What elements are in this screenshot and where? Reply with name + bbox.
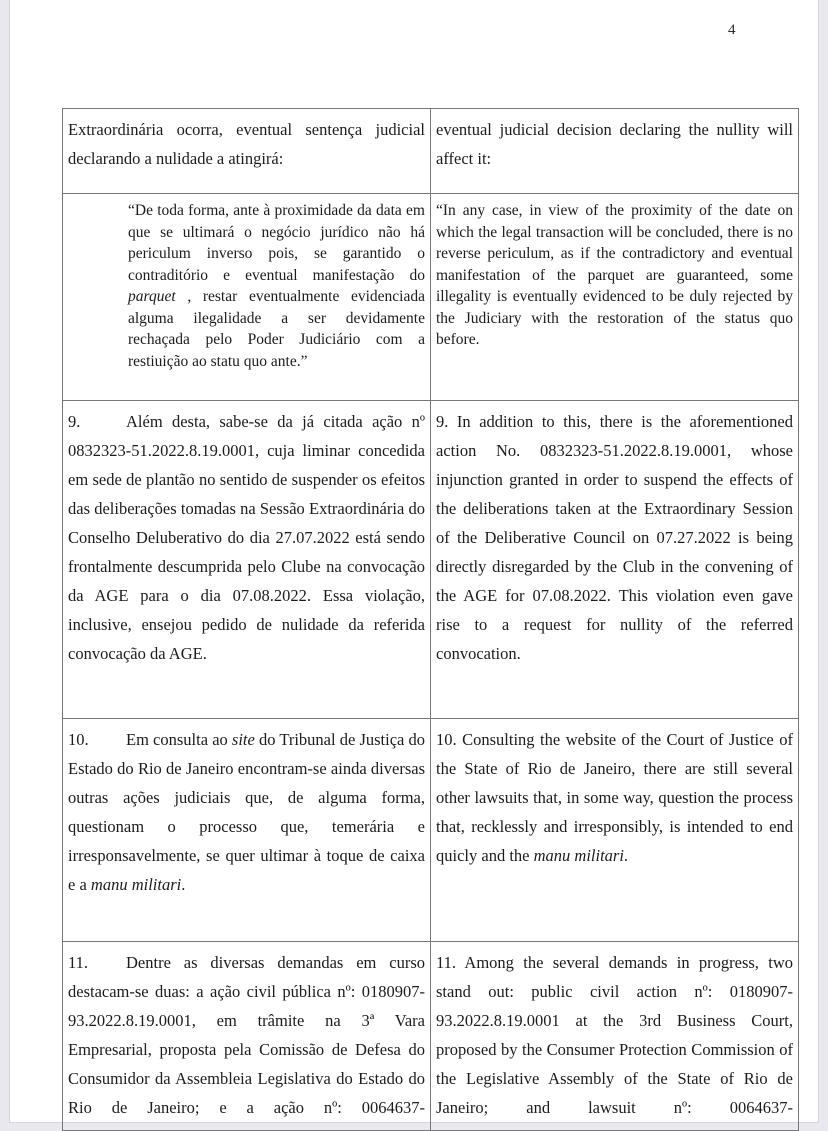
quote-pt-text: “De toda forma, ante à proximidade da data em que se ultimará o negócio jurídico não há periculum inverso pois, se garantido o contraditório e eventual manifestação do <box>128 202 425 284</box>
paragraph-10-pt <box>68 725 425 899</box>
blockquote-pt <box>128 200 425 372</box>
document-page <box>10 0 818 1122</box>
paragraph-10-en-text-2: . <box>623 846 629 865</box>
cell-quote-portuguese <box>63 194 431 401</box>
paragraph-11-pt <box>68 948 425 1122</box>
paragraph-10-en-text-1: 10. Consulting the website of the Court of Justice of the State of Rio de Janeiro, there are still several other lawsuits that, in some way, question the process that, recklessly and irresponsibly, is intended to end quicly and the <box>436 730 793 865</box>
paragraph-9-number: 9. <box>68 412 81 431</box>
blockquote-en: “In any case, in view of the proximity of the date on which the legal transaction will be concluded, there is no reverse periculum, as if the contradictory and eventual manifestation of the parquet are guaranteed, some illegality is eventually evidenced to be duly rejected by the Judiciary with the restoration of the status quo before. <box>436 202 793 348</box>
cell-p10-portuguese <box>63 719 431 942</box>
cell-quote-english <box>431 194 799 401</box>
page-number: 4 <box>728 22 736 38</box>
paragraph-10-pt-italic-manu-militari: manu militari <box>90 875 182 894</box>
paragraph-9-en: 9. In addition to this, there is the aforementioned action No. 0832323-51.2022.8.19.0001, whose injunction granted in order to suspend the effects of the deliberations taken at the Extraordinary Session of the Deliberative Council on 07.27.2022 is being directly disregarded by the Club in the convening of the AGE for 07.08.2022. This violation even gave rise to a request for nullity of the referred convocation. <box>436 412 793 663</box>
bilingual-translation-table <box>62 108 799 1131</box>
paragraph-10-pt-text-3: . <box>181 875 186 894</box>
quote-pt-text-end: , restar eventualmente evidenciada alguma ilegalidade a ser devidamente rechaçada pelo Poder Judiciário com a restiuição ao statu quo ante.” <box>128 288 425 370</box>
table-row-paragraph-11 <box>63 942 799 1131</box>
paragraph-11-pt-text: Dentre as diversas demandas em curso destacam-se duas: a ação civil pública nº: 0180907-93.2022.8.19.0001, em trâmite na 3ª Vara Empresarial, proposta pela Comissão de Defesa do Consumidor da Assembleia Legislativa do Estado do Rio de Janeiro; e a ação nº: 0064637- <box>68 953 425 1117</box>
paragraph-10-pt-text-1: Em consulta ao <box>126 730 232 749</box>
paragraph-10-number: 10. <box>68 730 89 749</box>
paragraph-10-pt-text-2: do Tribunal de Justiça do Estado do Rio de Janeiro encontram-se ainda diversas outras ações judiciais que, de alguma forma, questionam o processo que, temerária e irresponsavelmente, se quer ultimar à toque de caixa e a <box>68 730 425 894</box>
cell-p11-portuguese <box>63 942 431 1131</box>
paragraph-10-pt-italic-site: site <box>231 730 255 749</box>
cell-p9-english <box>431 401 799 719</box>
paragraph-11-number: 11. <box>68 953 89 972</box>
cell-p9-portuguese <box>63 401 431 719</box>
paragraph-11-en: 11. Among the several demands in progress, two stand out: public civil action nº: 0180907-93.2022.8.19.0001 at the 3rd Business Court, proposed by the Consumer Protection Commission of the Legislative Assembly of the State of Rio de Janeiro; and lawsuit nº: 0064637- <box>436 953 793 1117</box>
paragraph-9-pt-text: Além desta, sabe-se da já citada ação nº 0832323-51.2022.8.19.0001, cuja liminar concedida em sede de plantão no sentido de suspender os efeitos das deliberações tomadas na Sessão Extraordinária do Conselho Deluberativo do dia 27.07.2022 está sendo frontalmente descumprida pelo Clube na convocação da AGE para o dia 07.08.2022. Essa violação, inclusive, ensejou pedido de nulidade da referida convocação da AGE. <box>68 412 425 663</box>
cell-p11-english <box>431 942 799 1131</box>
table-row-paragraph-9 <box>63 401 799 719</box>
paragraph-intro-en: eventual judicial decision declaring the nullity will affect it: <box>436 120 793 168</box>
table-row-quote <box>63 194 799 401</box>
quote-pt-italic-parquet: parquet <box>128 288 176 305</box>
table-row-intro <box>63 109 799 194</box>
paragraph-10-en-italic-manu-militari: manu militari <box>533 846 624 865</box>
table-row-paragraph-10 <box>63 719 799 942</box>
cell-intro-portuguese <box>63 109 431 194</box>
paragraph-9-pt <box>68 407 425 668</box>
paragraph-10-en <box>436 725 793 870</box>
cell-intro-english <box>431 109 799 194</box>
cell-p10-english <box>431 719 799 942</box>
paragraph-intro-pt: Extraordinária ocorra, eventual sentença judicial declarando a nulidade a atingirá: <box>68 120 425 168</box>
